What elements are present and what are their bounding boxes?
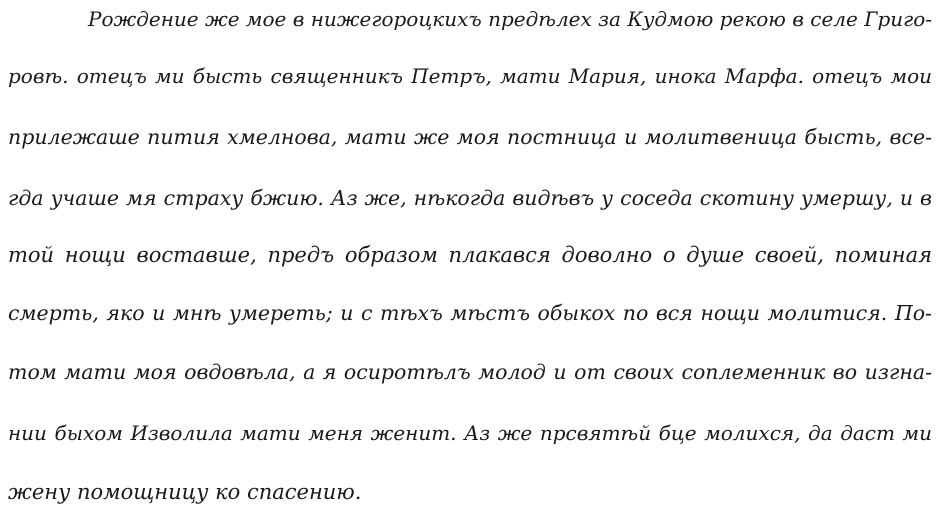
text-line: Рождение же мое в нижегороцкихъ предѣлех за Кудмою рекою в селе Григо-: [88, 7, 933, 31]
text-line: той нощи воставше, предъ образом плакався доволно о душе своей, поминая: [8, 243, 932, 267]
text-line: смерть, яко и мнѣ умереть; и с тѣхъ мѣстъ обыкох по вся нощи молитися. По-: [8, 301, 932, 325]
text-line: жену помощницу ко спасению.: [8, 480, 362, 504]
text-line: ровѣ. отецъ ми бысть священникъ Петръ, мати Мария, инока Марфа. отецъ мои: [8, 64, 932, 88]
text-line: гда учаше мя страху бжию. Аз же, нѣкогда видѣвъ у соседа скотину умершу, и в: [8, 186, 932, 210]
text-line: прилежаше пития хмелнова, мати же моя постница и молитвеница бысть, все-: [8, 125, 932, 149]
text-line: нии быхом Изволила мати меня женит. Аз же прсвятѣй бце молихся, да даст ми: [8, 421, 932, 445]
text-line: том мати моя овдовѣла, а я осиротѣлъ молод и от своих соплеменник во изгна-: [8, 360, 932, 384]
